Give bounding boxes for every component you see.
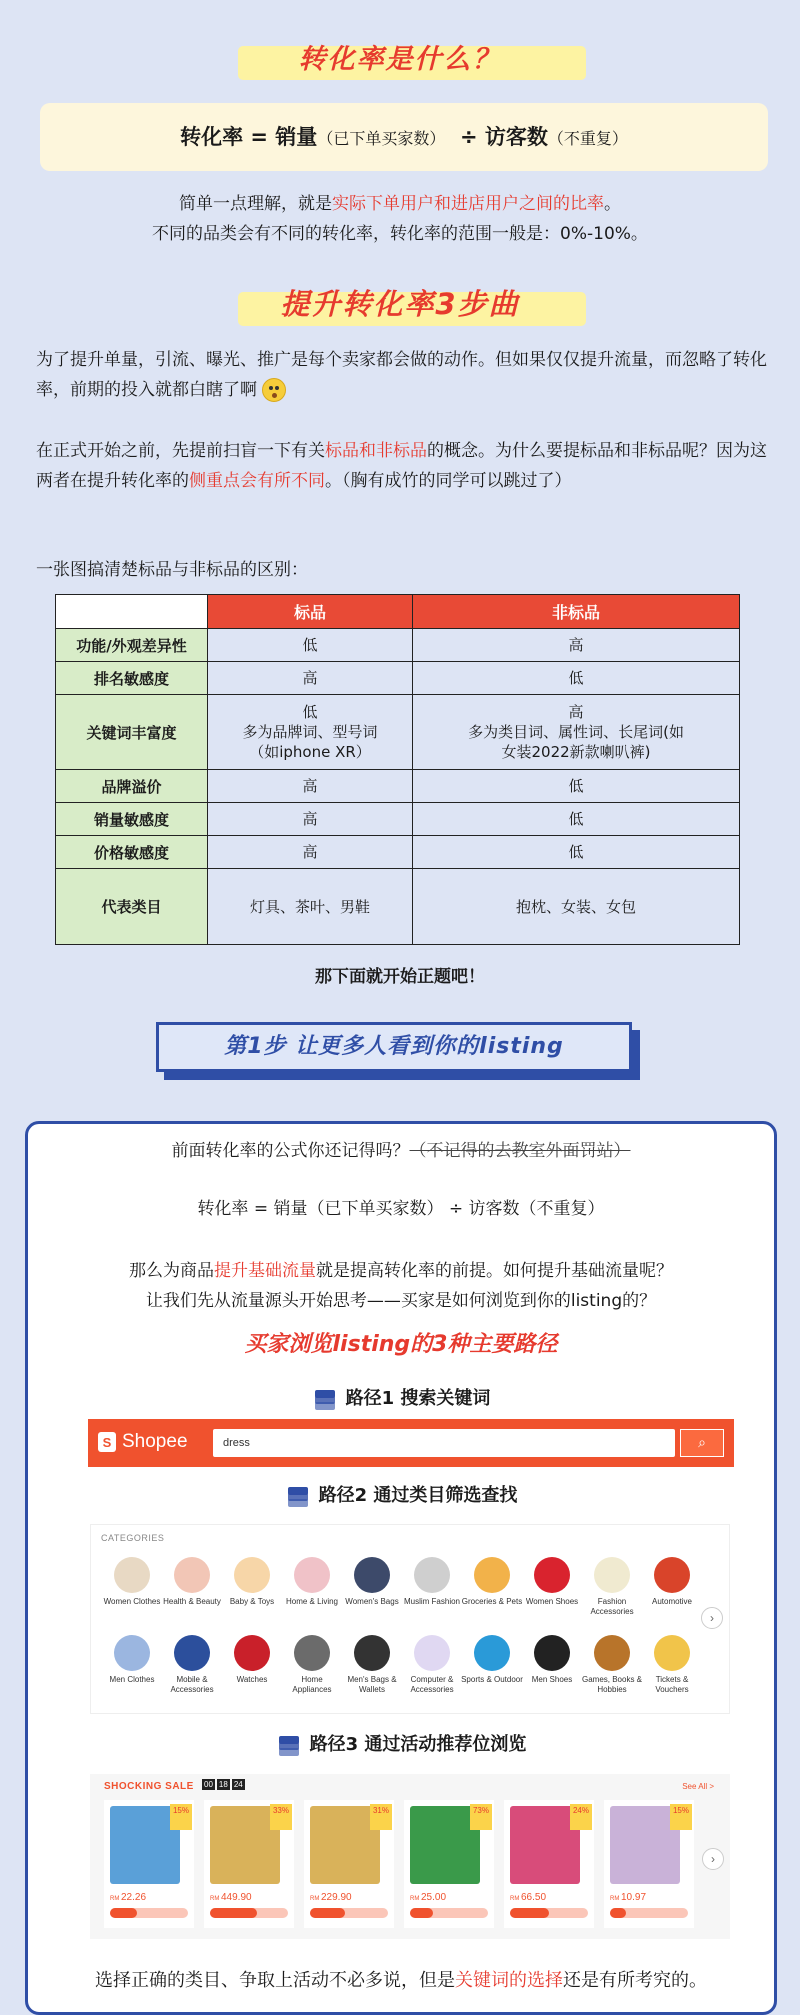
category-label: Muslim Fashion [403, 1597, 460, 1606]
category-thumbnail [654, 1557, 690, 1593]
route2-title: 路径2 通过类目筛选查找 [28, 1481, 774, 1507]
category-label: Watches [236, 1675, 268, 1684]
category-label: Home & Living [285, 1597, 339, 1606]
sold-progress-bar [410, 1908, 488, 1918]
routes-title: 买家浏览listing的3种主要路径 [244, 1332, 558, 1357]
product-price: RM 229.90 [310, 1892, 352, 1903]
category-thumbnail [114, 1635, 150, 1671]
category-thumbnail [414, 1635, 450, 1671]
explain-line2: 不同的品类会有不同的转化率，转化率的范围一般是：0%-10%。 [152, 224, 648, 244]
category-item[interactable] [581, 1635, 643, 1695]
intro-paragraph: 为了提升单量，引流、曝光、推广是每个卖家都会做的动作。但如果仅仅提升流量，而忽略了转化率，前期的投入就都白瞎了啊 [36, 350, 767, 400]
formula-box [40, 103, 768, 171]
category-item[interactable] [221, 1635, 283, 1685]
category-thumbnail [174, 1557, 210, 1593]
formula-paren1: （已下单买家数） [317, 129, 446, 148]
step1-banner [156, 1022, 644, 1080]
category-label: Men's Bags & Wallets [347, 1675, 397, 1694]
table-row: 代表类目 灯具、茶叶、男鞋 抱枕、女装、女包 [56, 869, 740, 945]
category-item[interactable] [461, 1635, 523, 1685]
categories-header: CATEGORIES [101, 1533, 165, 1543]
category-label: Health & Beauty [163, 1597, 221, 1606]
category-label: Groceries & Pets [461, 1597, 523, 1606]
sale-product-card[interactable] [404, 1800, 494, 1928]
sold-progress-bar [310, 1908, 388, 1918]
category-thumbnail [294, 1557, 330, 1593]
category-thumbnail [474, 1557, 510, 1593]
see-all-link[interactable]: See All > [682, 1782, 714, 1791]
category-item[interactable] [581, 1557, 643, 1617]
product-price: RM 22.26 [110, 1892, 147, 1903]
sold-progress-bar [210, 1908, 288, 1918]
shocking-sale-panel [90, 1774, 730, 1939]
discount-badge: 15% [170, 1804, 192, 1830]
category-thumbnail [174, 1635, 210, 1671]
layers-icon [276, 1734, 302, 1756]
product-price: RM 25.00 [410, 1892, 447, 1903]
category-thumbnail [294, 1635, 330, 1671]
sale-product-card[interactable] [104, 1800, 194, 1928]
category-item[interactable] [221, 1557, 283, 1607]
category-thumbnail [654, 1635, 690, 1671]
category-thumbnail [414, 1557, 450, 1593]
category-label: Baby & Toys [229, 1597, 275, 1606]
sale-timer: 00 18 24 [204, 1780, 243, 1789]
sale-product-card[interactable] [304, 1800, 394, 1928]
section1-title: 转化率是什么？ [298, 44, 502, 75]
discount-badge: 31% [370, 1804, 392, 1830]
shocking-sale-header: SHOCKING SALE [104, 1781, 194, 1792]
category-thumbnail [114, 1557, 150, 1593]
formula-div: ÷ 访客数 [459, 125, 548, 149]
table-corner [56, 595, 208, 629]
category-thumbnail [234, 1557, 270, 1593]
category-item[interactable] [101, 1635, 163, 1685]
step1-banner-label: 第1步 让更多人看到你的listing [156, 1022, 632, 1072]
card-formula: 转化率 = 销量（已下单买家数） ÷ 访客数（不重复） [197, 1199, 605, 1219]
category-label: Men Clothes [109, 1675, 155, 1684]
sale-product-card[interactable] [204, 1800, 294, 1928]
explain-line1: 简单一点理解，就是实际下单用户和进店用户之间的比率。 [179, 194, 621, 214]
category-label: Fashion Accessories [590, 1597, 634, 1616]
table-row: 品牌溢价 高 低 [56, 770, 740, 803]
category-label: Computer & Accessories [410, 1675, 454, 1694]
explain-highlight: 实际下单用户和进店用户之间的比率 [332, 194, 604, 214]
category-thumbnail [354, 1557, 390, 1593]
category-label: Men Shoes [531, 1675, 573, 1684]
category-item[interactable] [341, 1557, 403, 1607]
category-item[interactable] [401, 1635, 463, 1695]
search-button[interactable]: ⌕ [680, 1429, 724, 1457]
category-thumbnail [474, 1635, 510, 1671]
shopee-bag-icon: S [98, 1432, 116, 1452]
sold-progress-bar [110, 1908, 188, 1918]
category-item[interactable] [401, 1557, 463, 1607]
comparison-table [55, 594, 740, 945]
table-row: 关键词丰富度 低 多为品牌词、型号词 （如iphone XR） 高 多为类目词、属性词、长尾词(如 女装2022新款喇叭裤) [56, 695, 740, 770]
step1-card [25, 1121, 777, 2015]
category-thumbnail [354, 1635, 390, 1671]
table-row: 销量敏感度 高 低 [56, 803, 740, 836]
shopee-search-bar [88, 1419, 734, 1467]
layers-icon [312, 1388, 338, 1410]
category-item[interactable] [341, 1635, 403, 1695]
category-item[interactable] [641, 1557, 703, 1607]
layers-icon [285, 1485, 311, 1507]
sale-product-card[interactable] [504, 1800, 594, 1928]
traffic-question: 让我们先从流量源头开始思考——买家是如何浏览到你的listing的？ [145, 1291, 657, 1311]
category-label: Women's Bags [345, 1597, 399, 1606]
section2-title: 提升转化率3步曲 [280, 287, 520, 321]
categories-panel [90, 1524, 730, 1714]
category-label: Women Shoes [525, 1597, 579, 1606]
sold-progress-bar [610, 1908, 688, 1918]
table-header-row [56, 595, 740, 629]
search-input[interactable]: dress [213, 1429, 675, 1457]
category-item[interactable] [461, 1557, 523, 1607]
discount-badge: 24% [570, 1804, 592, 1830]
category-item[interactable] [521, 1635, 583, 1685]
sale-product-card[interactable] [604, 1800, 694, 1928]
category-label: Automotive [651, 1597, 693, 1606]
category-item[interactable] [101, 1557, 163, 1607]
category-item[interactable] [161, 1635, 223, 1695]
table-row: 价格敏感度 高 低 [56, 836, 740, 869]
sold-progress-bar [510, 1908, 588, 1918]
concept-paragraph: 在正式开始之前，先提前扫盲一下有关标品和非标品的概念。为什么要提标品和非标品呢？因为这两者在提升转化率的侧重点会有所不同。（胸有成竹的同学可以跳过了） [36, 441, 767, 491]
product-price: RM 10.97 [610, 1892, 647, 1903]
category-thumbnail [594, 1635, 630, 1671]
discount-badge: 15% [670, 1804, 692, 1830]
table-row: 功能/外观差异性 低 高 [56, 629, 740, 662]
product-price: RM 66.50 [510, 1892, 547, 1903]
chevron-right-icon[interactable]: › [701, 1607, 723, 1629]
category-label: Games, Books & Hobbies [581, 1675, 643, 1694]
category-label: Home Appliances [292, 1675, 332, 1694]
route3-title: 路径3 通过活动推荐位浏览 [28, 1730, 774, 1756]
formula-question: 前面转化率的公式你还记得吗？（不记得的去教室外面罚站） [171, 1141, 631, 1161]
category-label: Tickets & Vouchers [655, 1675, 689, 1694]
traffic-paragraph: 那么为商品提升基础流量就是提高转化率的前提。如何提升基础流量呢？ [129, 1261, 673, 1281]
product-price: RM 449.90 [210, 1892, 252, 1903]
category-label: Sports & Outdoor [461, 1675, 523, 1684]
category-thumbnail [534, 1635, 570, 1671]
category-label: Mobile & Accessories [170, 1675, 214, 1694]
formula-paren2: （不重复） [547, 129, 628, 148]
table-intro: 一张图搞清楚标品与非标品的区别： [36, 560, 308, 580]
astonished-face-icon [262, 378, 286, 402]
category-item[interactable] [521, 1557, 583, 1607]
formula-main: 转化率 = 销量 [180, 125, 318, 149]
category-label: Women Clothes [103, 1597, 161, 1606]
category-thumbnail [534, 1557, 570, 1593]
category-item[interactable] [161, 1557, 223, 1607]
shopee-logo[interactable]: S Shopee [98, 1431, 188, 1453]
strike-text: （不记得的去教室外面罚站） [409, 1141, 631, 1161]
discount-badge: 33% [270, 1804, 292, 1830]
chevron-right-icon[interactable]: › [702, 1848, 724, 1870]
category-item[interactable] [281, 1557, 343, 1607]
header-standard: 标品 [208, 595, 413, 629]
category-item[interactable] [641, 1635, 703, 1695]
category-thumbnail [594, 1557, 630, 1593]
header-nonstandard: 非标品 [413, 595, 740, 629]
table-row: 排名敏感度 高 低 [56, 662, 740, 695]
discount-badge: 73% [470, 1804, 492, 1830]
route1-title: 路径1 搜索关键词 [28, 1384, 774, 1410]
category-item[interactable] [281, 1635, 343, 1695]
category-thumbnail [234, 1635, 270, 1671]
bottom-note: 选择正确的类目、争取上活动不必多说，但是关键词的选择还是有所考究的。 [95, 1970, 707, 1991]
lead-in-text: 那下面就开始正题吧！ [315, 967, 485, 987]
